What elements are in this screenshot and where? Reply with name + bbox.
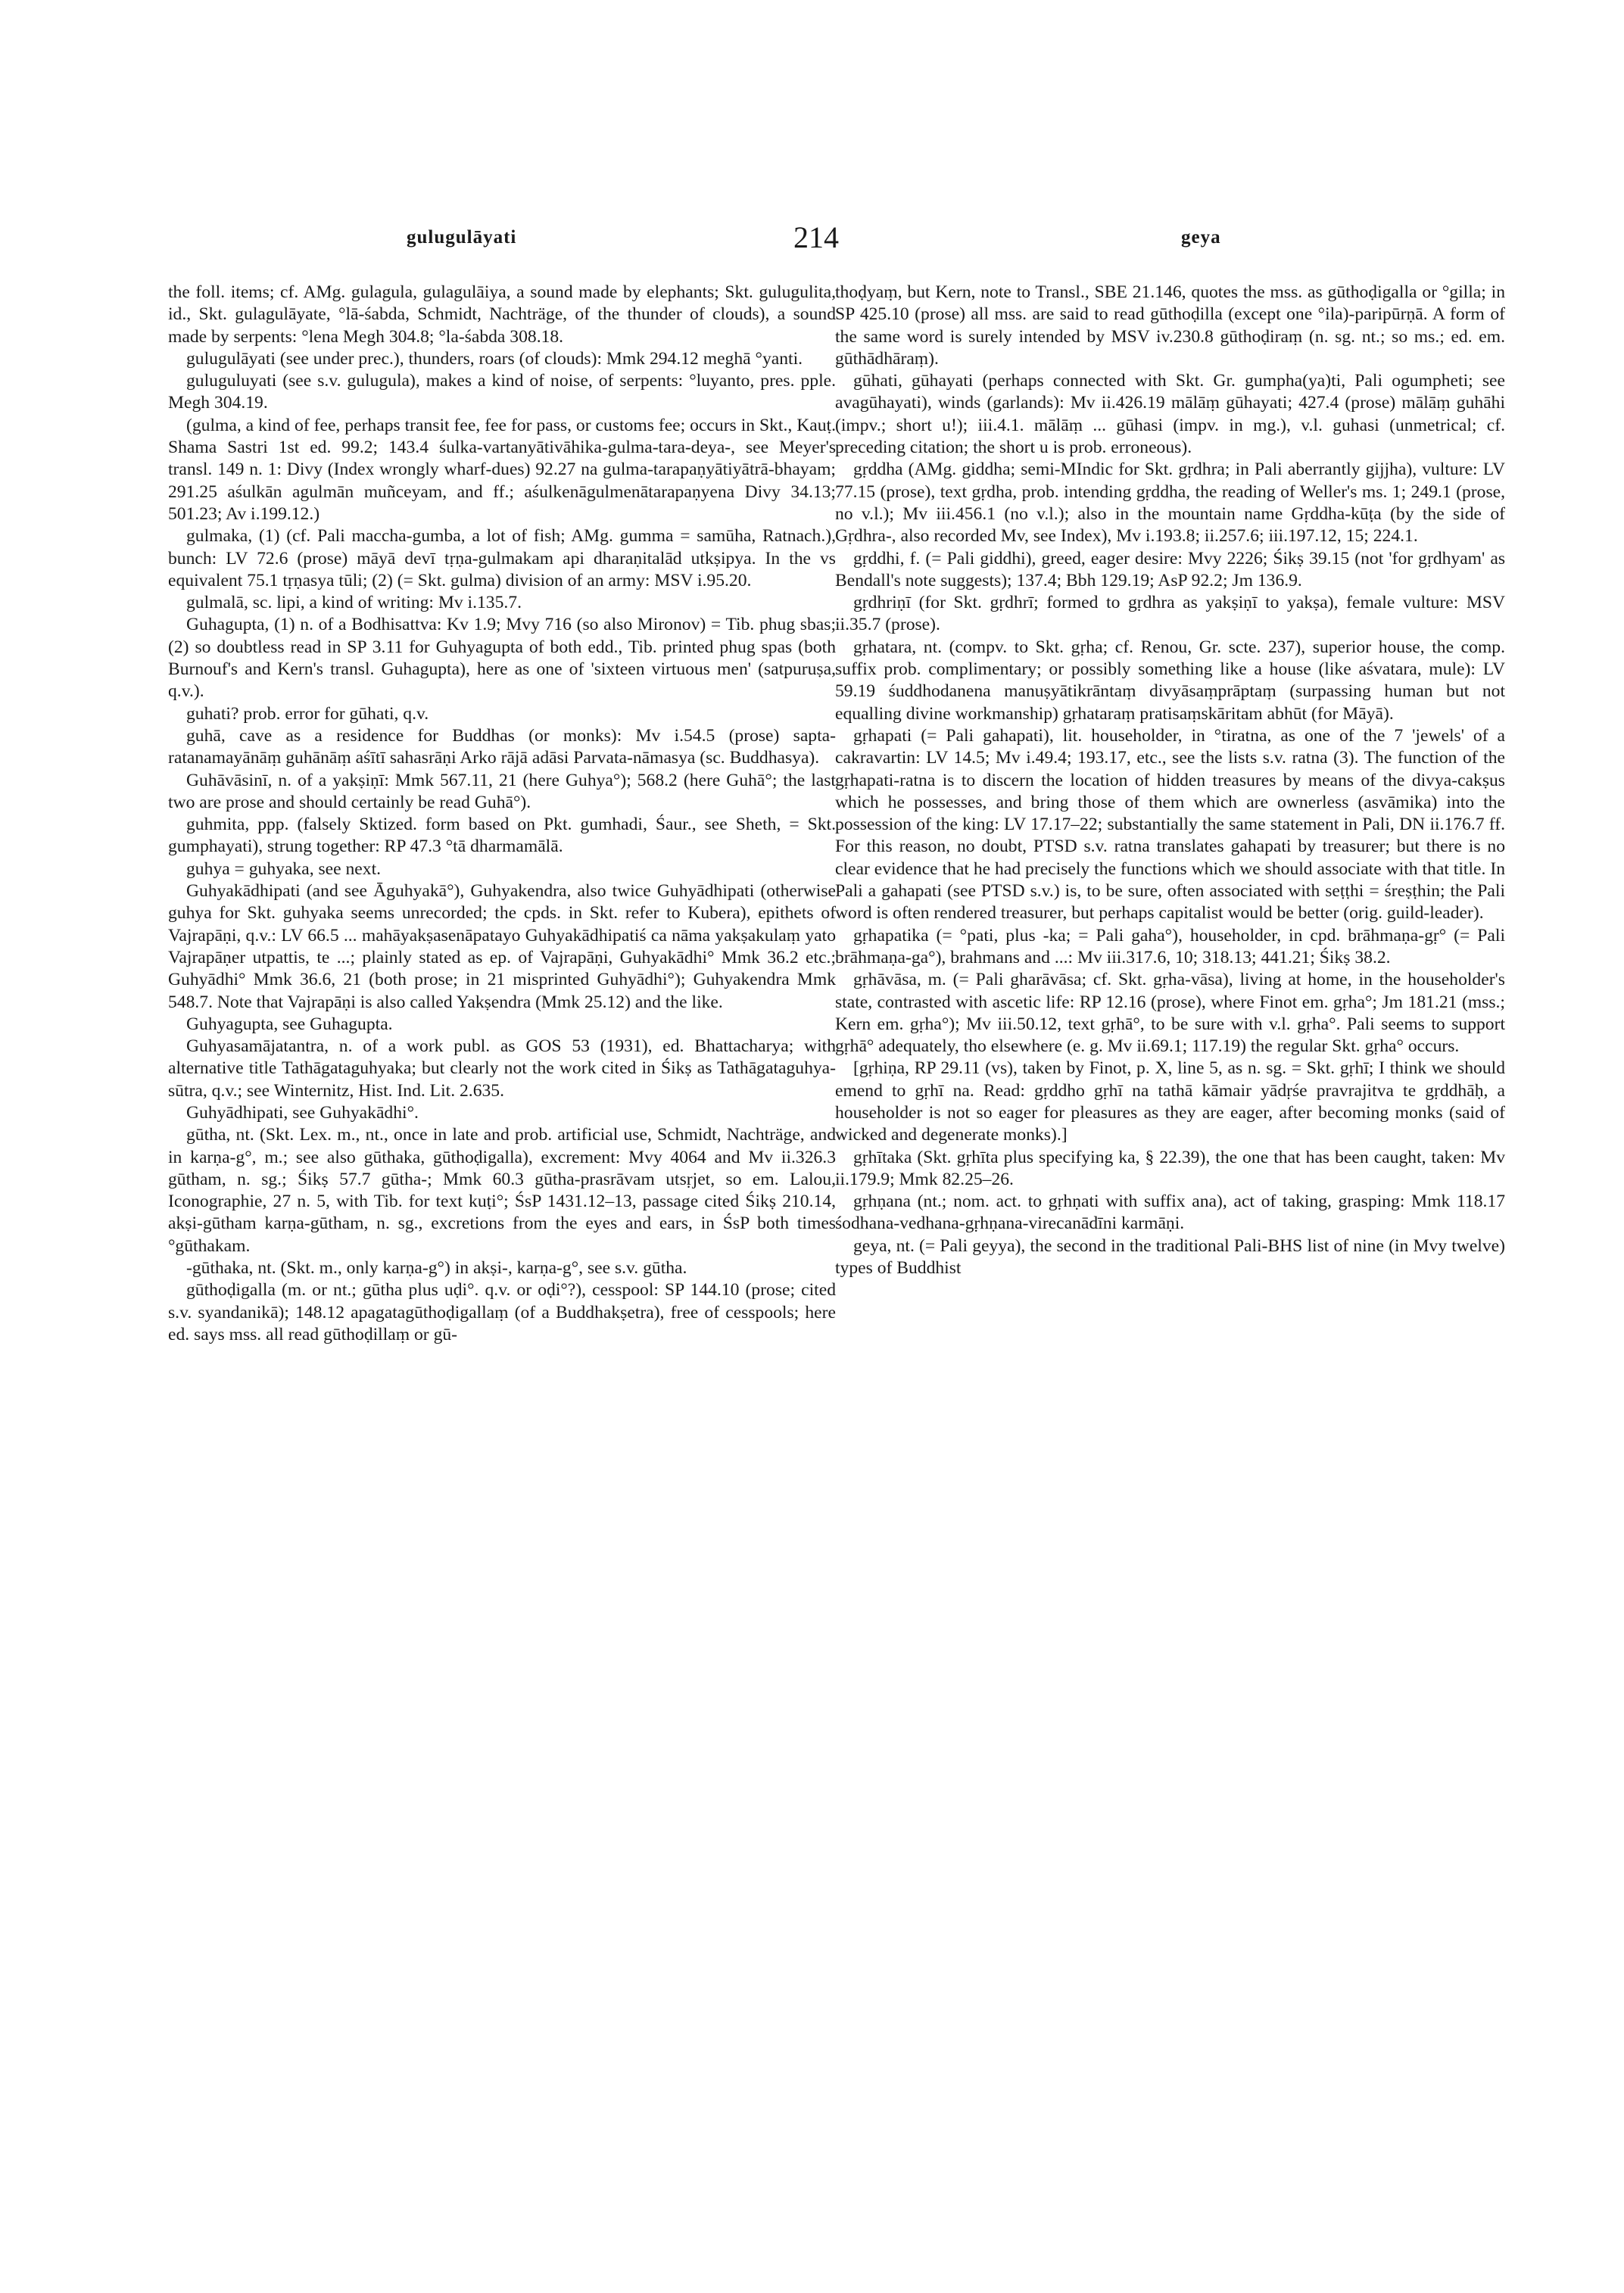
- dictionary-entry: guhya = guhyaka, see next.: [186, 858, 382, 879]
- dictionary-entry: Guhyādhipati, see Guhyakādhi°.: [186, 1102, 419, 1123]
- dictionary-entry: Guhyagupta, see Guhagupta.: [186, 1014, 393, 1034]
- dictionary-entry: Guhāvāsinī, n. of a yakṣiṇī: Mmk 567.11, 21 (here Guhya°); 568.2 (here Guhā°; the last two are prose and should certainly be read Guhā°).: [168, 770, 836, 812]
- dictionary-entry: gṛhṇana (nt.; nom. act. to gṛhṇati with suffix ana), act of taking, grasping: Mmk 118.17 śodhana-vedhana-gṛhṇana-virecanādīni karmāṇi.: [835, 1192, 1505, 1234]
- dictionary-entry: gṛhītaka (Skt. gṛhīta plus specifying ka, § 22.39), the one that has been caught, taken: Mv ii.179.9; Mmk 82.25–26.: [835, 1147, 1505, 1189]
- dictionary-entry: -gūthaka, nt. (Skt. m., only karṇa-g°) in akṣi-, karṇa-g°, see s.v. gūtha.: [186, 1258, 687, 1279]
- dictionary-entry: Guhyasamājatantra, n. of a work publ. as GOS 53 (1931), ed. Bhattacharya; with alternative title Tathāgataguhyaka; but clearly not the work cited in Śikṣ as Tathāgataguhya-sūtra, q.v.; see Winternitz, Hist. Ind. Lit. 2.635.: [168, 1036, 836, 1101]
- dictionary-entry: gṛddhi, f. (= Pali giddhi), greed, eager desire: Mvy 2226; Śikṣ 39.15 (not 'for gṛdhyam' as Bendall's note suggests); 137.4; Bbh 129.19; AsP 92.2; Jm 136.9.: [835, 548, 1505, 590]
- page-number: 214: [793, 220, 839, 254]
- dictionary-entry: gūhati, gūhayati (perhaps connected with Skt. Gr. gumpha(ya)ti, Pali ogumpheti; see avagūhayati), winds (garlands): Mv ii.426.19 mālāṃ gūhayati; 427.4 (prose) mālāṃ guhāhi (impv.; short u!); iii.4.1. mālāṃ ... gūhasi (impv. in mg.), v.l. guhasi (unmetrical; cf. preceding citation; the short u is prob. erroneous).: [835, 371, 1505, 458]
- dictionary-entry: gulugulāyati (see under prec.), thunders, roars (of clouds): Mmk 294.12 meghā °yanti.: [186, 348, 803, 369]
- left-guide-word: gulugulāyati: [407, 227, 517, 248]
- dictionary-entry: gṛhapatika (= °pati, plus -ka; = Pali gaha°), householder, in cpd. brāhmaṇa-gṛ° (= Pali brāhmaṇa-ga°), brahmans and ...: Mv iii.317.6, 10; 318.13; 441.21; Śikṣ 38.2.: [835, 925, 1505, 967]
- dictionary-entry: thoḍyaṃ, but Kern, note to Transl., SBE 21.146, quotes the mss. as gūthoḍigalla or °gilla; in SP 425.10 (prose) all mss. are said to read gūthoḍilla (except one °ila)-paripūrṇā. A form of the same word is surely intended by MSV iv.230.8 gūthoḍiraṃ (n. sg. nt.; so ms.; ed. em. gūthādhāraṃ).: [835, 282, 1505, 369]
- dictionary-entry: gulmalā, sc. lipi, a kind of writing: Mv i.135.7.: [186, 593, 522, 613]
- dictionary-entry: gṛdhriṇī (for Skt. gṛdhrī; formed to gṛdhra as yakṣiṇī to yakṣa), female vulture: MSV ii.35.7 (prose).: [835, 593, 1505, 635]
- dictionary-entry: the foll. items; cf. AMg. gulagula, gulagulāiya, a sound made by elephants; Skt. gulugulita, id., Skt. gulagulāyate, °lā-śabda, Schmidt, Nachträge, of the thunder of clouds), a sound made by serpents: °lena Megh 304.8; °la-śabda 308.18.: [168, 282, 836, 347]
- dictionary-entry: gṛddha (AMg. giddha; semi-MIndic for Skt. gṛdhra; in Pali aberrantly gijjha), vulture: LV 77.15 (prose), text gṛdha, prob. intending gṛddha, the reading of Weller's ms. 1; 249.1 (prose, no v.l.); Mv iii.456.1 (no v.l.); also in the mountain name Gṛddha-kūṭa (by the side of Gṛdhra-, also recorded Mv, see Index), Mv i.193.8; ii.257.6; iii.197.12, 15; 224.1.: [835, 460, 1505, 547]
- dictionary-entry: (gulma, a kind of fee, perhaps transit fee, fee for pass, or customs fee; occurs in Skt., Kauṭ. Shama Sastri 1st ed. 99.2; 143.4 śulka-vartanyātivāhika-gulma-tara-deya-, see Meyer's transl. 149 n. 1: Divy (Index wrongly wharf-dues) 92.27 na gulma-tarapaṇyātiyātrā-bhayam; 291.25 aśulkān agulmān muñceyam, and ff.; aśulkenāgulmenātarapaṇyena Divy 34.13; 501.23; Av i.199.12.): [168, 415, 836, 524]
- dictionary-entry: gūthoḍigalla (m. or nt.; gūtha plus uḍi°. q.v. or oḍi°?), cesspool: SP 144.10 (prose; cited s.v. syandanikā); 148.12 apagatagūthoḍigallaṃ (of a Buddhakṣetra), free of cesspools; here ed. says mss. all read gūthoḍillaṃ or gū-: [168, 1280, 836, 1344]
- right-column: [835, 282, 1505, 1279]
- right-guide-word: geya: [1181, 227, 1221, 248]
- dictionary-entry: guhmita, ppp. (falsely Sktized. form based on Pkt. gumhadi, Śaur., see Sheth, = Skt. gumphayati), strung together: RP 47.3 °tā dharmamālā.: [168, 815, 836, 857]
- dictionary-entry: guhati? prob. error for gūhati, q.v.: [186, 703, 429, 724]
- dictionary-entry: gulmaka, (1) (cf. Pali maccha-gumba, a lot of fish; AMg. gumma = samūha, Ratnach.), bunch: LV 72.6 (prose) māyā devī tṛṇa-gulmakam api dharaṇitalād utkṣipya. In the vs equivalent 75.1 tṛṇasya tūli; (2) (= Skt. gulma) division of an army: MSV i.95.20.: [168, 526, 836, 590]
- dictionary-entry: Guhagupta, (1) n. of a Bodhisattva: Kv 1.9; Mvy 716 (so also Mironov) = Tib. phug sbas; (2) so doubtless read in SP 3.11 for Guhyagupta of both edd., Tib. printed phug spas (both Burnouf's and Kern's transl. Guhagupta), here as one of 'sixteen virtuous men' (satpuruṣa, q.v.).: [168, 615, 836, 702]
- dictionary-entry: guluguluyati (see s.v. gulugula), makes a kind of noise, of serpents: °luyanto, pres. pple. Megh 304.19.: [168, 371, 836, 413]
- dictionary-entry: Guhyakādhipati (and see Āguhyakā°), Guhyakendra, also twice Guhyādhipati (otherwise guhya for Skt. guhyaka seems unrecorded; the cpds. in Skt. refer to Kubera), epithets of Vajrapāṇi, q.v.: LV 66.5 ... mahāyakṣasenāpatayo Guhyakādhipatiś ca nāma yakṣakulaṃ yato Vajrapāṇer utpattis, te ...; plainly stated as ep. of Vajrapāṇi, Guhyakādhi° Mmk 36.2 etc.; Guhyādhi° Mmk 36.6, 21 (both prose; in 21 misprinted Guhyādhi°); Guhyakendra Mmk 548.7. Note that Vajrapāṇi is also called Yakṣendra (Mmk 25.12) and the like.: [168, 881, 836, 1012]
- left-column: [168, 282, 836, 1346]
- dictionary-entry: gṛhapati (= Pali gahapati), lit. householder, in °tiratna, as one of the 7 'jewels' of a cakravartin: LV 14.5; Mv i.49.4; 193.17, etc., see the lists s.v. ratna (3). The function of the gṛhapati-ratna is to discern the location of hidden treasures by means of the divya-cakṣus which he possesses, and bring those of them which are ownerless (asvāmika) into the possession of the king: LV 17.17–22; substantially the same statement in Pali, DN ii.176.7 ff. For this reason, no doubt, PTSD s.v. ratna translates gahapati by treasurer; but there is no clear evidence that he had precisely the functions which we should associate with that title. In Pali a gahapati (see PTSD s.v.) is, to be sure, often associated with seṭṭhi = śreṣṭhin; the Pali word is often rendered treasurer, but perhaps capitalist would be better (orig. guild-leader).: [835, 725, 1505, 924]
- dictionary-entry: guhā, cave as a residence for Buddhas (or monks): Mv i.54.5 (prose) sapta-ratanamayānāṃ guhānāṃ aśītī sahasrāṇi Arko rājā adāsi Parvata-nāmasya (sc. Buddhasya).: [168, 725, 836, 768]
- dictionary-entry: [gṛhiṇa, RP 29.11 (vs), taken by Finot, p. X, line 5, as n. sg. = Skt. gṛhī; I think we should emend to gṛhī na. Read: gṛddho gṛhī na tathā kāmair yādṛśe pravrajitva te gṛddhāḥ, a householder is not so eager for pleasures as they are eager, after becoming monks (said of wicked and degenerate monks).]: [835, 1058, 1505, 1145]
- dictionary-entry: gūtha, nt. (Skt. Lex. m., nt., once in late and prob. artificial use, Schmidt, Nachträge, and in karṇa-g°, m.; see also gūthaka, gūthoḍigalla), excrement: Mvy 4064 and Mv ii.326.3 gūtham, n. sg.; Śikṣ 57.7 gūtha-; Mmk 60.3 gūtha-prasrāvam utsṛjet, so em. Lalou, Iconographie, 27 n. 5, with Tib. for text kuṭi°; ŚsP 1431.12–13, passage cited Śikṣ 210.14, akṣi-gūtham karṇa-gūtham, n. sg., excretions from the eyes and ears, in ŚsP both times °gūthakam.: [168, 1125, 836, 1256]
- dictionary-entry: geya, nt. (= Pali geyya), the second in the traditional Pali-BHS list of nine (in Mvy twelve) types of Buddhist: [835, 1235, 1505, 1279]
- dictionary-entry: gṛhatara, nt. (compv. to Skt. gṛha; cf. Renou, Gr. scte. 237), superior house, the comp. suffix prob. complimentary; or possibly something like a house (like aśvatara, mule): LV 59.19 śuddhodanena manuṣyātikrāntaṃ divyāsaṃprāptaṃ (surpassing human but not equalling divine workmanship) gṛhataraṃ pratisaṃskāritam abhūt (for Māyā).: [835, 637, 1505, 724]
- dictionary-entry: gṛhāvāsa, m. (= Pali gharāvāsa; cf. Skt. gṛha-vāsa), living at home, in the householder's state, contrasted with ascetic life: RP 12.16 (prose), where Finot em. gṛha°; Jm 181.21 (mss.; Kern em. gṛha°); Mv iii.50.12, text gṛhā°, to be sure with v.l. gṛha°. Pali seems to support gṛhā° adequately, tho elsewhere (e. g. Mv ii.69.1; 117.19) the regular Skt. gṛha° occurs.: [835, 970, 1505, 1057]
